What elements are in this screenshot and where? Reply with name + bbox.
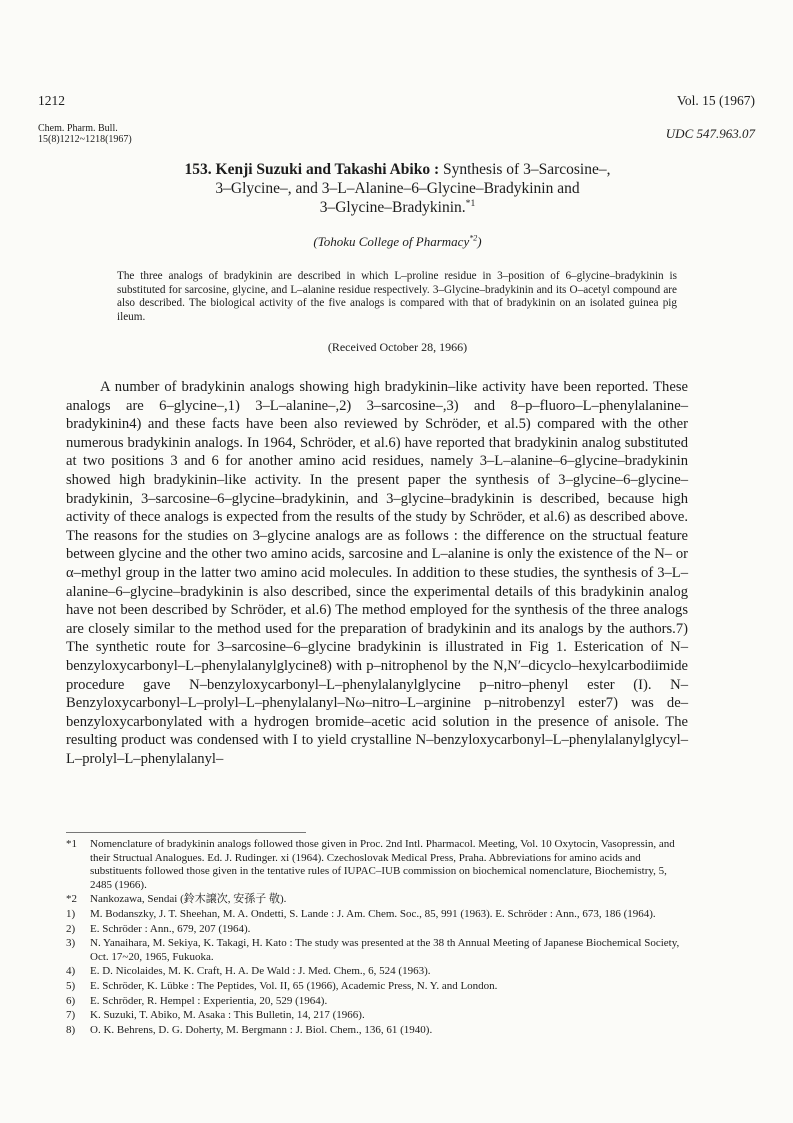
footnote-item (66, 995, 688, 1009)
affiliation-close: ) (477, 234, 482, 249)
author-line: Kenji Suzuki and Takashi Abiko : (215, 161, 440, 178)
affiliation (100, 234, 695, 250)
footnote-key: 2) (66, 922, 76, 935)
footnote-key: 4) (66, 965, 76, 978)
footnote-key: *2 (66, 893, 77, 906)
footnote-key: 7) (66, 1009, 76, 1022)
footnote-item (66, 908, 688, 922)
footnote-item (66, 923, 688, 937)
citation-line-1: Chem. Pharm. Bull. (38, 123, 118, 134)
footnote-key: 3) (66, 937, 76, 950)
footnote-item (66, 1024, 688, 1038)
article-title (100, 160, 695, 217)
footnote-text: Nomenclature of bradykinin analogs followed those given in Proc. 2nd Intl. Pharmacol. Meeting, Vol. 10 Oxytocin, Vasopressin, and their Structual Analogues. Ed. J. Rudinger. xi (1964). Czechoslovak Medical Press, Praha. Abbreviations for amino acids and substituents followed those given in the tentative rules of IUPAC–IUB commission on biochemical nomenclature, Biochemistry, 5, 2485 (1966). (90, 838, 675, 891)
title-line-1: Synthesis of 3–Sarcosine–, (442, 161, 611, 178)
footnote-item (66, 893, 688, 907)
title-footnote-mark: *1 (465, 197, 476, 209)
footnote-item (66, 838, 688, 892)
udc-code: UDC 547.963.07 (665, 126, 755, 141)
footnote-text: E. Schröder : Ann., 679, 207 (1964). (90, 922, 251, 935)
footnote-text: E. Schröder, R. Hempel : Experientia, 20, 529 (1964). (90, 994, 328, 1007)
footnote-key: 8) (66, 1023, 76, 1036)
footnote-divider (66, 832, 306, 833)
abstract: The three analogs of bradykinin are described in which L–proline residue in 3–position of 6–glycine–bradykinin is substituted for sarcosine, glycine, and L–alanine residue respectively. 3–Glycine–bradykinin and its O–acetyl compound are also described. The biological activity of the five analogs is compared with that of bradykinin on an isolated guinea pig ileum. (117, 270, 677, 323)
volume-label: Vol. 15 (1967) (676, 93, 755, 108)
running-header (38, 93, 755, 111)
affiliation-text: (Tohoku College of Pharmacy (313, 234, 470, 249)
title-line-3: 3–Glycine–Bradykinin. (319, 199, 466, 216)
footnote-item (66, 937, 688, 964)
journal-citation (38, 124, 132, 145)
footnote-text: Nankozawa, Sendai (鈴木譲次, 安孫子 敬). (90, 893, 287, 906)
footnote-item (66, 965, 688, 979)
footnotes (66, 838, 688, 1038)
title-line-2: 3–Glycine–, and 3–L–Alanine–6–Glycine–Bradykinin and (215, 180, 580, 197)
footnote-text: K. Suzuki, T. Abiko, M. Asaka : This Bulletin, 14, 217 (1966). (90, 1009, 365, 1022)
body-paragraph: A number of bradykinin analogs showing high bradykinin–like activity have been reported. These analogs are 6–glycine–,1) 3–L–alanine–,2) 3–sarcosine–,3) and 8–p–fluoro–L–phenylalanine–bradykinin4) and these facts have been also reviewed by Schröder, et al.5) compared with the other numerous bradykinin analogs. In 1964, Schröder, et al.6) have reported that bradykinin analog substituted at two positions 3 and 6 for another amino acid residues, namely 3–L–alanine–6–glycine–bradykinin showed high bradykinin–like activity. In the present paper the synthesis of 3–glycine–6–glycine–bradykinin, 3–sarcosine–6–glycine–bradykinin, and 3–glycine–bradykinin is described, because high activity of thece analogs is expected from the results of the study by Schröder, et al.6) as described above. The reasons for the studies on 3–glycine analogs are as follows : the difference on the structual feature between glycine and the other two amino acids, sarcosine and L–alanine is only the existence of the N– or α–methyl group in the latter two amino acid molecules. In addition to these studies, the synthesis of 3–L–alanine–6–glycine–bradykinin is also described, since the experimental details of this bradykinin analog have not been described by Schröder, et al.6) The method employed for the synthesis of the three analogs are closely similar to the method used for the preparation of bradykinin and its analogs by the authors.7) The synthetic route for 3–sarcosine–6–glycine bradykinin is illustrated in Fig 1. Esterication of N–benzyloxycarbonyl–L–phenylalanylglycine8) with p–nitrophenol by the N,N′–dicyclo–hexylcarbodiimide procedure gave N–benzyloxycarbonyl–L–phenylalanylglycine p–nitro–phenyl ester (I). N–Benzyloxycarbonyl–L–prolyl–L–phenylalanyl–Nω–nitro–L–arginine p–nitrobenzyl ester7) was de–benzyloxycarbonylated with a hydrogen bromide–acetic acid solution in the presence of anisole. The resulting product was condensed with I to yield crystalline N–benzyloxycarbonyl–L–phenylalanylglycyl–L–prolyl–L–phenylalanyl– (66, 379, 688, 767)
footnote-text: E. D. Nicolaides, M. K. Craft, H. A. De Wald : J. Med. Chem., 6, 524 (1963). (90, 965, 431, 978)
footnote-key: 5) (66, 979, 76, 992)
footnote-text: O. K. Behrens, D. G. Doherty, M. Bergmann : J. Biol. Chem., 136, 61 (1940). (90, 1023, 433, 1036)
page-number: 1212 (38, 93, 65, 108)
footnote-key: 1) (66, 907, 76, 920)
citation-line-2: 15(8)1212~1218(1967) (38, 133, 132, 145)
article-number: 153. (184, 161, 212, 178)
received-date: (Received October 28, 1966) (327, 340, 468, 354)
footnote-text: N. Yanaihara, M. Sekiya, K. Takagi, H. Kato : The study was presented at the 38 th Annual Meeting of Japanese Biochemical Society, Oct. 17~20, 1965, Fukuoka. (90, 937, 680, 963)
footnote-item (66, 1009, 688, 1023)
footnote-key: 6) (66, 994, 76, 1007)
affiliation-mark: *2 (469, 233, 478, 243)
body-text (66, 378, 688, 768)
footnote-text: E. Schröder, K. Lübke : The Peptides, Vol. II, 65 (1966), Academic Press, N. Y. and London. (90, 979, 498, 992)
footnote-item (66, 980, 688, 994)
footnote-key: *1 (66, 838, 77, 850)
footnote-text: M. Bodanszky, J. T. Sheehan, M. A. Ondetti, S. Lande : J. Am. Chem. Soc., 85, 991 (1963). E. Schröder : Ann., 673, 186 (1964). (90, 907, 656, 920)
